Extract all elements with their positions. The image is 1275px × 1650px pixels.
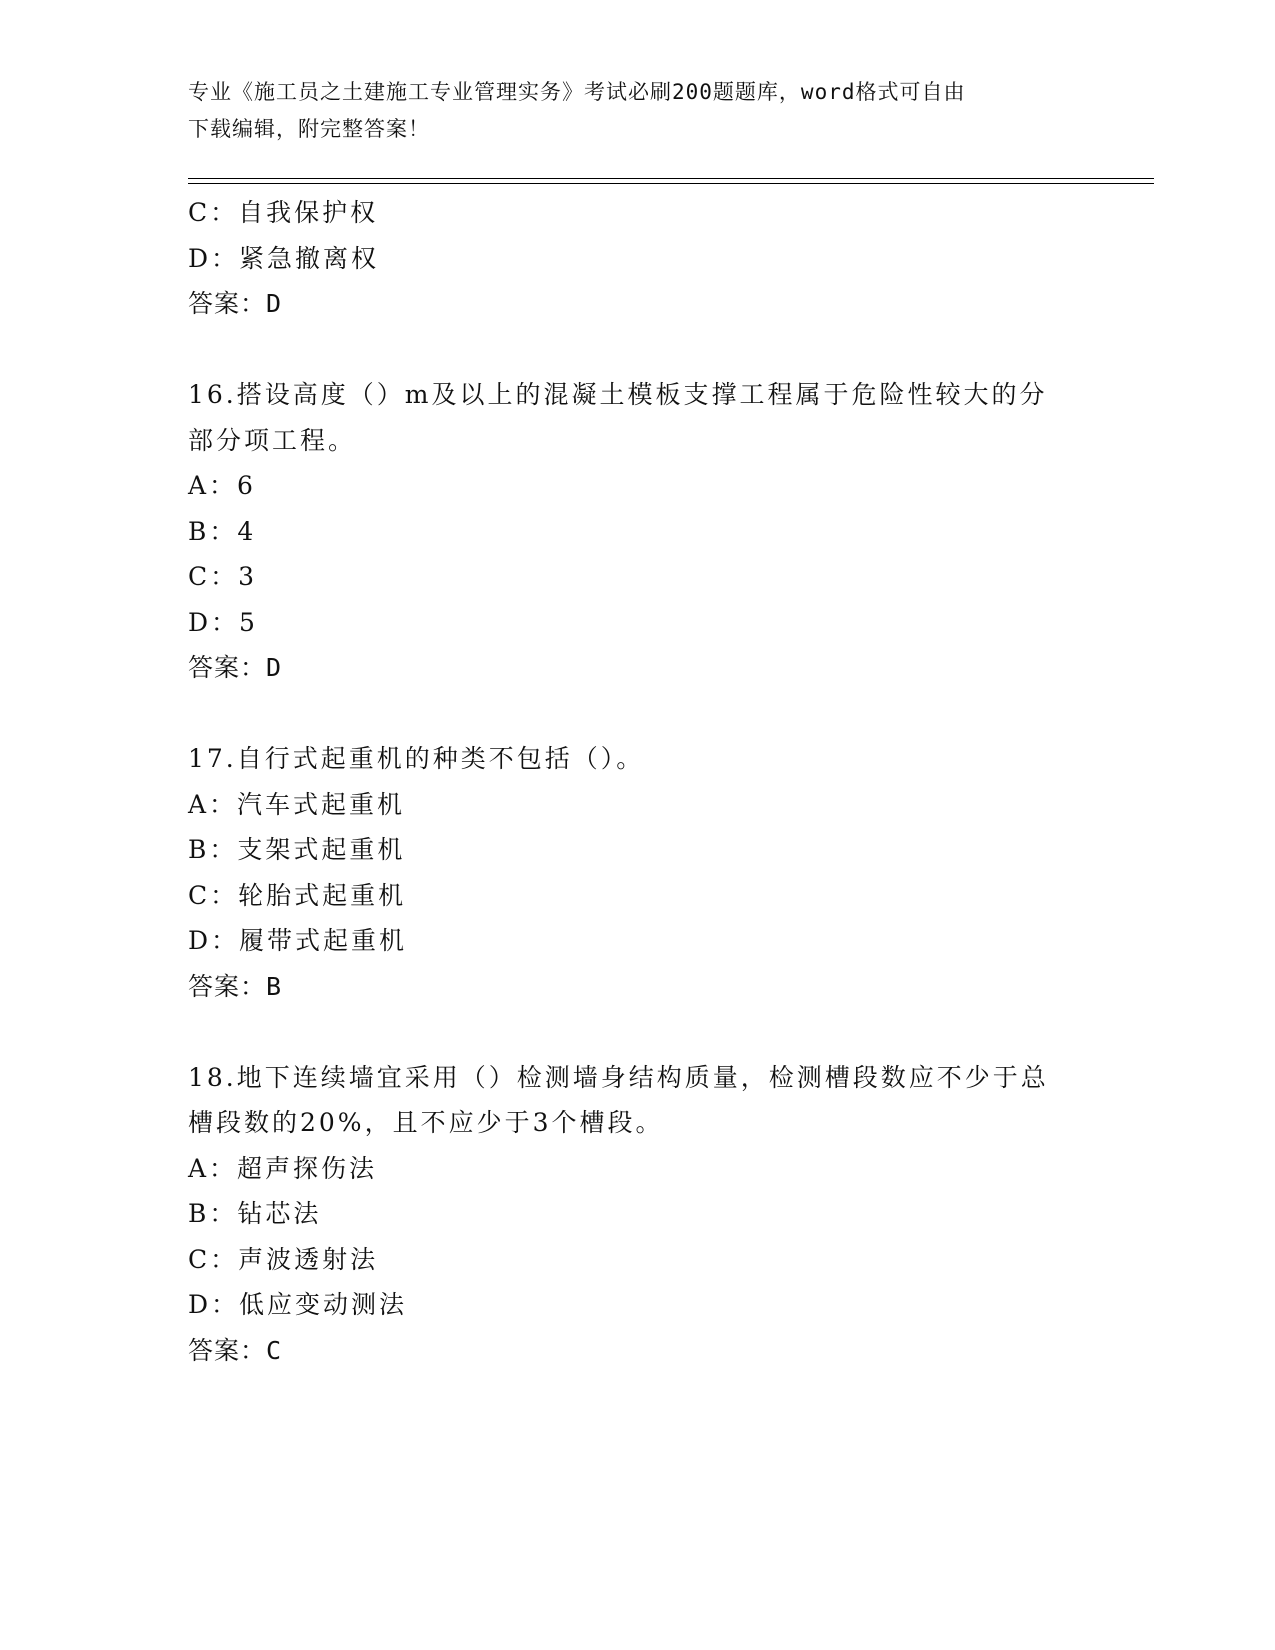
question-stem-line: 18.地下连续墙宜采用（）检测墙身结构质量，检测槽段数应不少于总 xyxy=(188,1062,1049,1092)
header-divider-bottom xyxy=(188,183,1154,184)
question-spacer xyxy=(188,691,1108,737)
option-d: D：履带式起重机 xyxy=(188,926,408,955)
option-c: C：声波透射法 xyxy=(188,1244,379,1274)
question-stem-line: 16.搭设高度（）m及以上的混凝土模板支撑工程属于危险性较大的分 xyxy=(188,380,1048,409)
question-18 xyxy=(188,1055,1108,1374)
question-list xyxy=(188,190,1108,1373)
answer-line: 答案：D xyxy=(188,289,283,318)
header-title-line-2: 下载编辑，附完整答案！ xyxy=(188,117,430,141)
option-a: A：汽车式起重机 xyxy=(188,789,406,819)
option-b: B：钻芯法 xyxy=(188,1199,322,1228)
option-b: B：4 xyxy=(188,516,257,546)
option-a: A：6 xyxy=(188,471,256,500)
option-c: C：3 xyxy=(188,562,258,591)
answer-line: 答案：D xyxy=(188,653,283,682)
question-stem-line: 部分项工程。 xyxy=(188,425,357,455)
document-header xyxy=(188,74,1088,148)
question-15-partial xyxy=(188,190,1108,327)
header-title-line-1: 专业《施工员之土建施工专业管理实务》考试必刷200题题库，word格式可自由 xyxy=(188,80,966,104)
option-c: C：自我保护权 xyxy=(188,198,379,227)
option-d: D：5 xyxy=(188,607,258,637)
question-stem-line: 槽段数的20%，且不应少于3个槽段。 xyxy=(188,1108,664,1137)
question-spacer xyxy=(188,327,1108,373)
question-17 xyxy=(188,736,1108,1009)
option-c: C：轮胎式起重机 xyxy=(188,880,407,910)
question-spacer xyxy=(188,1009,1108,1055)
answer-line: 答案：C xyxy=(188,1335,283,1365)
header-divider-top xyxy=(188,178,1154,179)
option-d: D：低应变动测法 xyxy=(188,1290,408,1319)
option-d: D：紧急撤离权 xyxy=(188,243,380,273)
question-16 xyxy=(188,372,1108,691)
option-a: A：超声探伤法 xyxy=(188,1153,378,1183)
answer-line: 答案：B xyxy=(188,971,283,1001)
option-b: B：支架式起重机 xyxy=(188,835,406,864)
question-stem-line: 17.自行式起重机的种类不包括（）。 xyxy=(188,744,645,773)
